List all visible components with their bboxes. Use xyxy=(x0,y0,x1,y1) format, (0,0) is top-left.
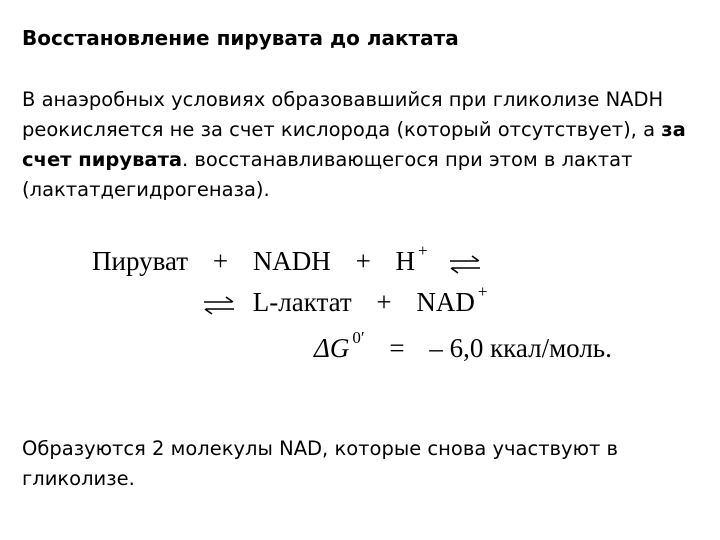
equation-line-3 xyxy=(314,328,612,363)
plus-sign: + xyxy=(355,246,371,276)
footer-paragraph: Образуются 2 молекулы NAD, которые снова участвуют в гликолизе. xyxy=(22,437,619,490)
slide-title: Восстановление пирувата до лактата xyxy=(22,26,459,50)
paragraph-text-part2: . восстанавливающегося при этом в лактат (лактатдегидрогеназа). xyxy=(22,148,633,201)
plus-sign: + xyxy=(212,246,229,276)
equilibrium-arrows-icon xyxy=(202,294,236,316)
paragraph-bold-text: за счет пирувата xyxy=(22,118,686,171)
equation-line-2 xyxy=(202,282,488,317)
pyruvate-term: Пируват xyxy=(92,246,189,276)
nadh-term: NADH xyxy=(252,246,331,276)
equilibrium-arrows-icon xyxy=(448,253,482,275)
equals-sign: = xyxy=(389,333,405,363)
plus-sign: + xyxy=(376,287,392,317)
paragraph-text-part1: В анаэробных условиях образовавшийся при гликолизе NADH реокисляется не за счет кислорода (который отсутствует), а xyxy=(22,88,664,141)
nad-term: NAD + xyxy=(416,282,488,317)
free-energy-value: – 6,0 ккал/моль. xyxy=(429,333,612,363)
equation-line-1 xyxy=(92,241,482,276)
lactate-term: L-лактат xyxy=(252,287,352,317)
proton-term: H + xyxy=(395,241,428,276)
intro-paragraph xyxy=(22,85,692,205)
delta-g-term: ΔG $^{0'}$ xyxy=(314,328,365,363)
